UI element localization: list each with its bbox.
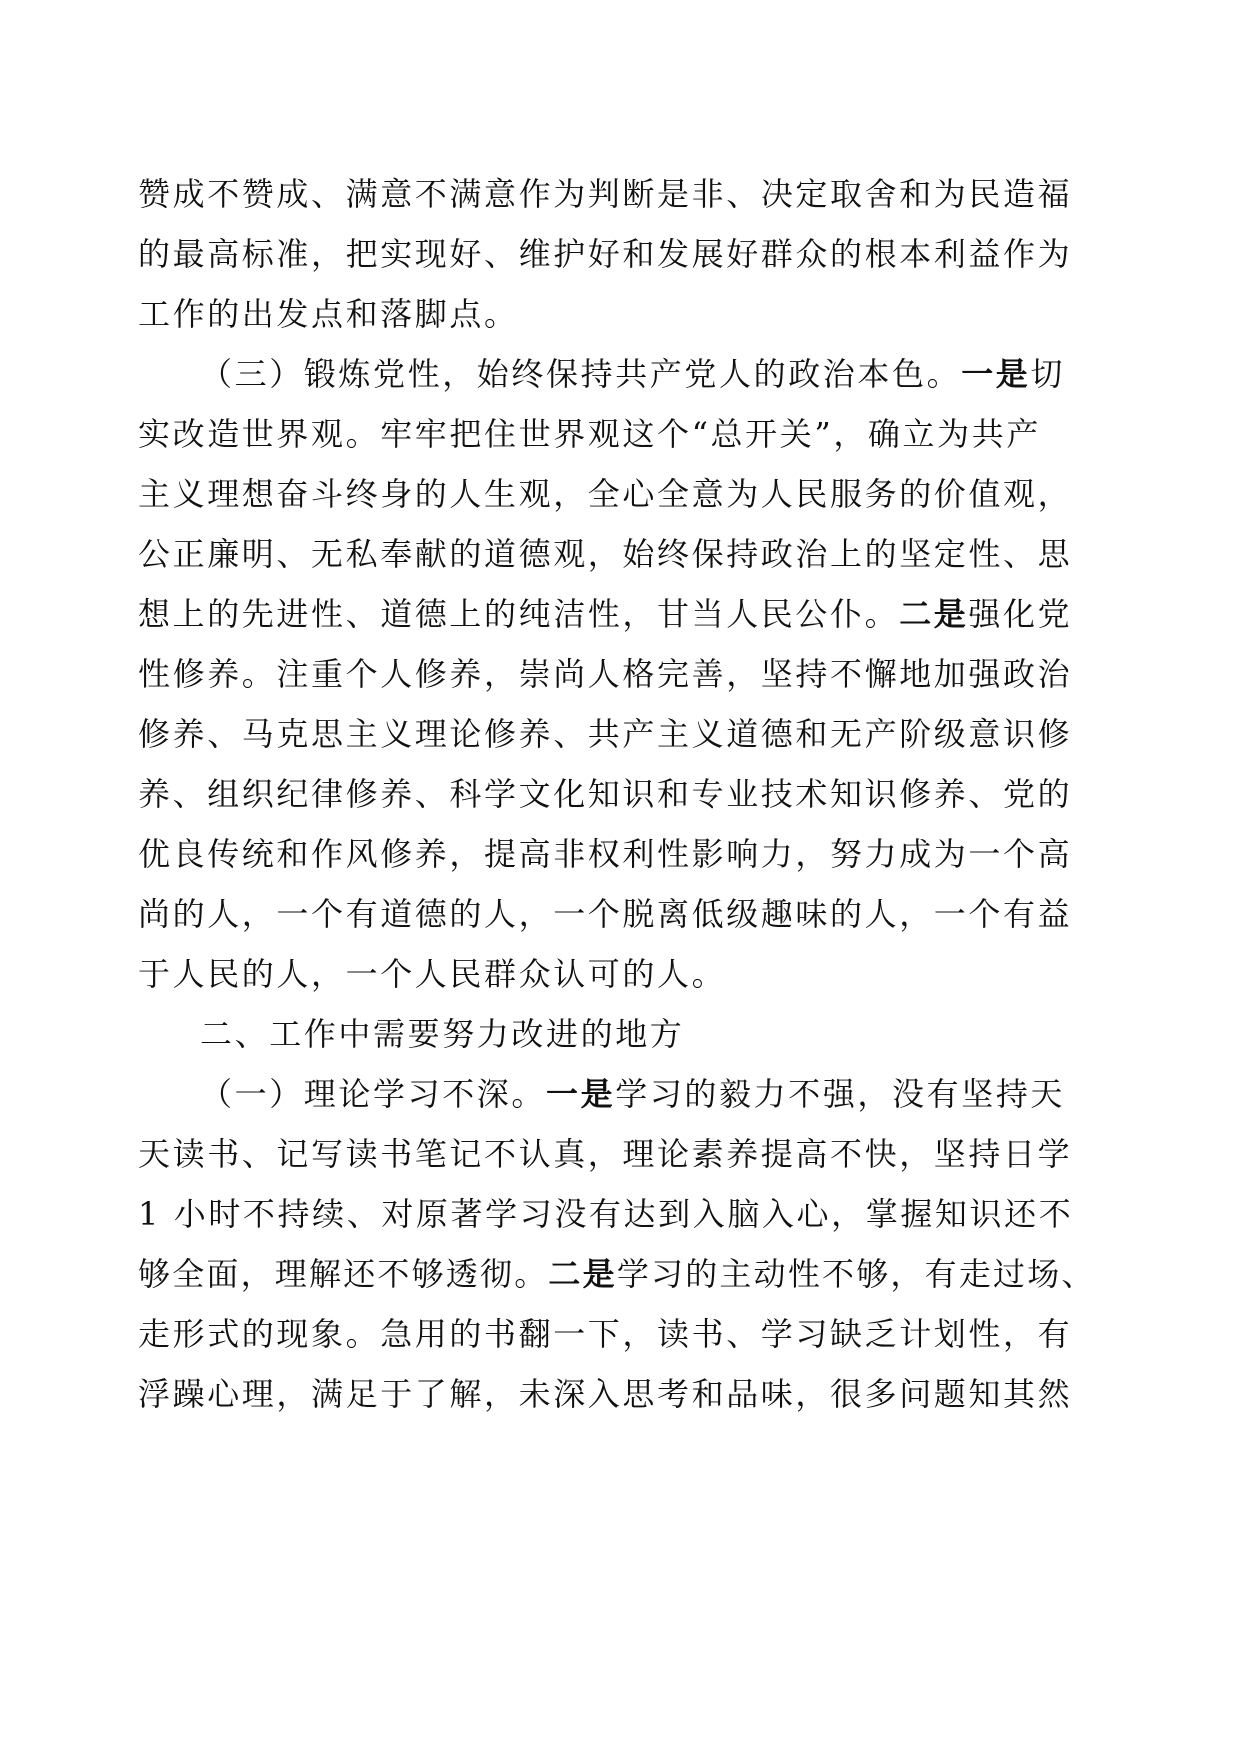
text-segment: 学习的毅力不强，没有坚持天	[615, 1075, 1066, 1113]
text-line-2	[138, 234, 1072, 274]
text-line-19	[138, 1254, 1096, 1294]
text-line-9	[138, 654, 1072, 694]
text-segment: 于人民的人，一个人民群众认可的人。	[138, 955, 727, 993]
section-heading-3	[200, 354, 1065, 394]
text-segment: 走形式的现象。急用的书翻一下，读书、学习缺乏计划性，有	[138, 1315, 1073, 1353]
bold-marker: 二是	[899, 595, 969, 633]
text-segment: 强化党	[968, 595, 1073, 633]
text-line-10	[138, 714, 1072, 754]
text-segment: 工作的出发点和落脚点。	[138, 295, 519, 333]
text-segment: 天读书、记写读书笔记不认真，理论素养提高不快，坚持日学	[138, 1135, 1073, 1173]
text-line-20	[138, 1314, 1072, 1354]
text-line-12	[138, 834, 1072, 874]
text-line-3	[138, 294, 519, 334]
text-segment: 的最高标准，把实现好、维护好和发展好群众的根本利益作为	[138, 235, 1073, 273]
text-segment: 赞成不赞成、满意不满意作为判断是非、决定取舍和为民造福	[138, 175, 1073, 213]
text-segment: 公正廉明、无私奉献的道德观，始终保持政治上的坚定性、思	[138, 535, 1073, 573]
text-segment: 浮躁心理，满足于了解，未深入思考和品味，很多问题知其然	[138, 1375, 1073, 1413]
text-segment: （三）锻炼党性，始终保持共产党人的政治本色。	[200, 355, 962, 393]
text-segment: 够全面，理解还不够透彻。	[138, 1255, 549, 1293]
text-segment: 学习的主动性不够，有走过场、	[616, 1255, 1096, 1293]
text-segment: 二、工作中需要努力改进的地方	[200, 1015, 685, 1053]
bold-marker: 一是	[546, 1075, 616, 1113]
bold-marker: 一是	[961, 355, 1031, 393]
text-line-1	[138, 174, 1072, 214]
text-segment: 修养、马克思主义理论修养、共产主义道德和无产阶级意识修	[138, 715, 1073, 753]
text-segment: 养、组织纪律修养、科学文化知识和专业技术知识修养、党的	[138, 775, 1073, 813]
text-line-6	[138, 474, 1072, 514]
text-line-7	[138, 534, 1072, 574]
text-line-21	[138, 1374, 1072, 1414]
text-line-8	[138, 594, 1072, 634]
section-heading-2	[200, 1014, 684, 1054]
text-line-13	[138, 894, 1072, 934]
text-segment: 切	[1030, 355, 1066, 393]
text-segment: 性修养。注重个人修养，崇尚人格完善，坚持不懈地加强政治	[138, 655, 1073, 693]
text-segment: 1 小时不持续、对原著学习没有达到入脑入心，掌握知识还不	[138, 1195, 1074, 1233]
text-segment: 主义理想奋斗终身的人生观，全心全意为人民服务的价值观，	[138, 475, 1073, 513]
text-line-17	[138, 1134, 1072, 1174]
text-segment: 优良传统和作风修养，提高非权利性影响力，努力成为一个高	[138, 835, 1073, 873]
text-line-5	[138, 414, 1041, 454]
text-segment: 实改造世界观。牢牢把住世界观这个“总开关”，确立为共产	[138, 415, 1041, 453]
text-segment: 尚的人，一个有道德的人，一个脱离低级趣味的人，一个有益	[138, 895, 1073, 933]
text-segment: （一）理论学习不深。	[200, 1075, 547, 1113]
bold-marker: 二是	[548, 1255, 617, 1293]
text-segment: 想上的先进性、道德上的纯洁性，甘当人民公仆。	[138, 595, 900, 633]
text-line-11	[138, 774, 1072, 814]
text-line-14	[138, 954, 726, 994]
subsection-heading-1	[200, 1074, 1065, 1114]
text-line-18	[138, 1194, 1073, 1234]
